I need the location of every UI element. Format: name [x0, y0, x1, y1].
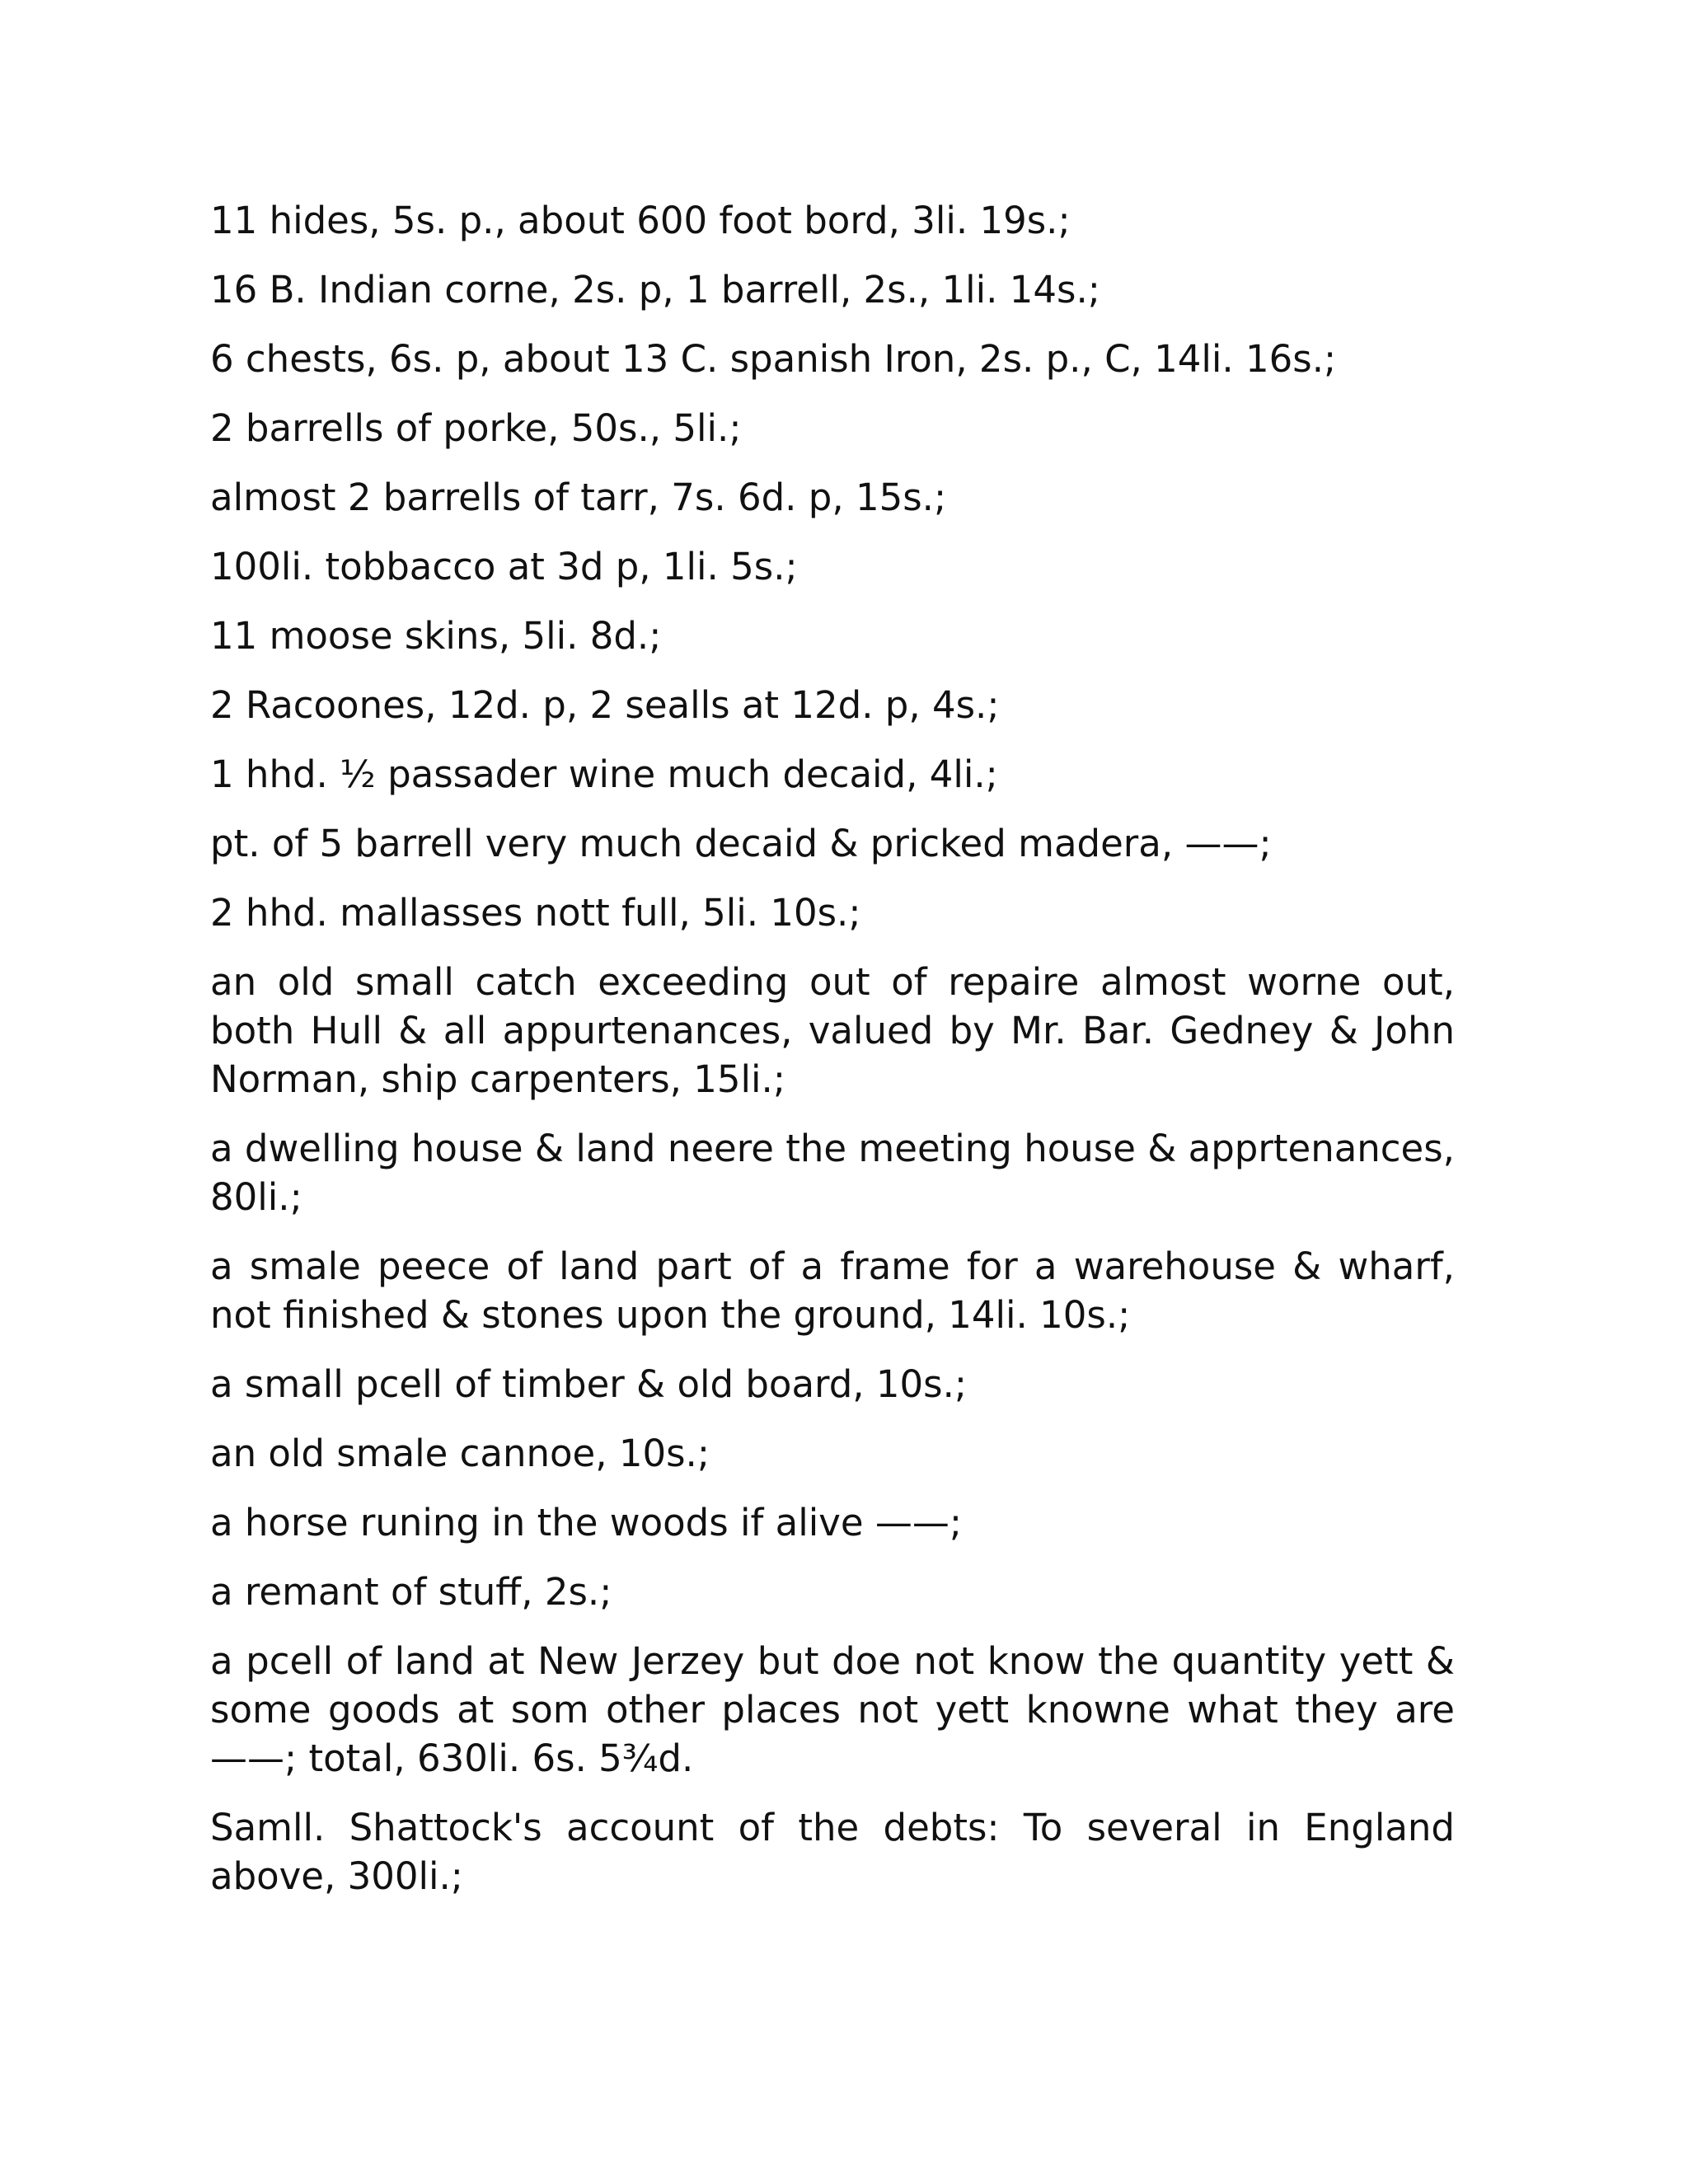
inventory-entry: a smale peece of land part of a frame for a warehouse & wharf, not finished & stones upon the ground, 14li. 10s.; — [210, 1244, 1455, 1337]
inventory-entry: a pcell of land at New Jerzey but doe not know the quantity yett & some goods at som other places not yett knowne what they are ——; total, 630li. 6s. 5¾d. — [210, 1639, 1455, 1780]
inventory-entry: a horse runing in the woods if alive ——; — [210, 1501, 962, 1544]
inventory-entry: 1 hhd. ½ passader wine much decaid, 4li.; — [210, 752, 998, 796]
inventory-entry: 2 Racoones, 12d. p, 2 sealls at 12d. p, 4s.; — [210, 683, 1000, 727]
inventory-entry: 2 hhd. mallasses nott full, 5li. 10s.; — [210, 891, 861, 935]
inventory-entry: an old smale cannoe, 10s.; — [210, 1432, 710, 1475]
document-body — [210, 196, 1455, 1921]
inventory-entry: 6 chests, 6s. p, about 13 C. spanish Iron, 2s. p., C, 14li. 16s.; — [210, 337, 1337, 381]
inventory-entry: 11 moose skins, 5li. 8d.; — [210, 614, 662, 658]
inventory-entry: almost 2 barrells of tarr, 7s. 6d. p, 15s.; — [210, 476, 947, 519]
inventory-entry: a remant of stuff, 2s.; — [210, 1570, 612, 1614]
inventory-entry: a dwelling house & land neere the meeting house & apprtenances, 80li.; — [210, 1127, 1455, 1219]
inventory-entry: 2 barrells of porke, 50s., 5li.; — [210, 406, 742, 450]
inventory-entry: an old small catch exceeding out of repaire almost worne out, both Hull & all appurtenances, valued by Mr. Bar. Gedney & John Norman, ship carpenters, 15li.; — [210, 960, 1455, 1101]
inventory-entry: 100li. tobbacco at 3d p, 1li. 5s.; — [210, 545, 798, 588]
inventory-entry: pt. of 5 barrell very much decaid & pricked madera, ——; — [210, 822, 1272, 865]
inventory-entry: Samll. Shattock's account of the debts: To several in England above, 300li.; — [210, 1806, 1455, 1898]
inventory-entry: 11 hides, 5s. p., about 600 foot bord, 3li. 19s.; — [210, 199, 1071, 242]
inventory-entry: a small pcell of timber & old board, 10s.; — [210, 1362, 968, 1406]
inventory-entry: 16 B. Indian corne, 2s. p, 1 barrell, 2s., 1li. 14s.; — [210, 268, 1100, 312]
